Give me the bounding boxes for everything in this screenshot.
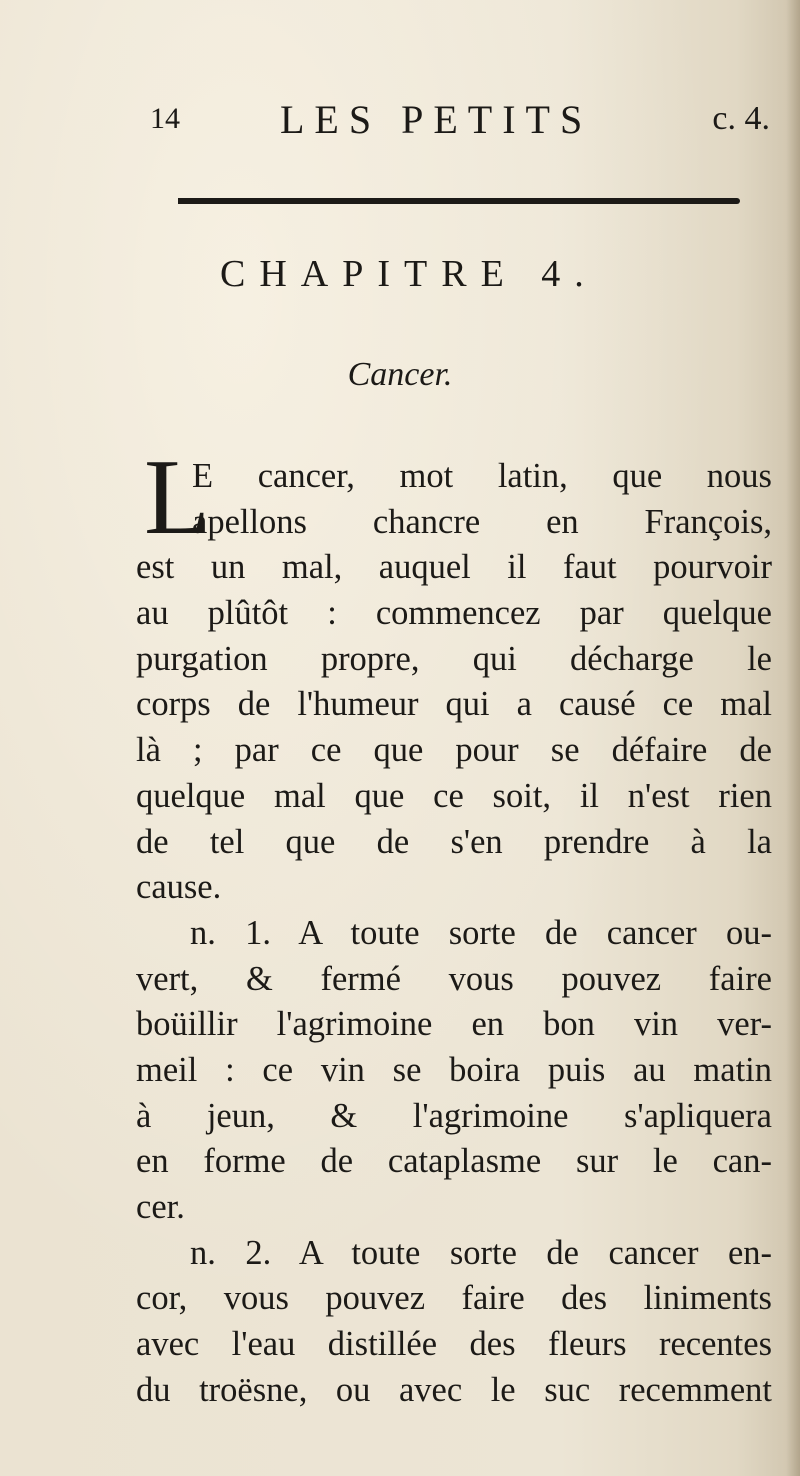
text-line: vert, & fermé vous pouvez faire: [136, 959, 772, 998]
page-number: 14: [150, 102, 180, 135]
text-line: n. 2. A toute sorte de cancer en-: [190, 1233, 772, 1272]
running-head: [150, 96, 770, 146]
text-line: cor, vous pouvez faire des liniments: [136, 1279, 772, 1318]
page-edge-shadow: [786, 0, 800, 1476]
text-line: corps de l'humeur qui a causé ce mal: [136, 685, 772, 724]
text-line: n. 1. A toute sorte de cancer ou-: [190, 913, 772, 952]
text-line: de tel que de s'en prendre à la: [136, 822, 772, 861]
text-line: du troësne, ou avec le suc recemment: [136, 1370, 772, 1409]
text-line: là ; par ce que pour se défaire de: [136, 731, 772, 770]
text-line: au plûtôt : commencez par quelque: [136, 594, 772, 633]
text-line: apellons chancre en François,: [192, 502, 772, 541]
text-line: purgation propre, qui décharge le: [136, 639, 772, 678]
body-text: [136, 438, 772, 1413]
drop-cap: L: [144, 438, 210, 557]
text-line: en forme de cataplasme sur le can-: [136, 1142, 772, 1181]
text-line: à jeun, & l'agrimoine s'apliquera: [136, 1096, 772, 1135]
text-line: E cancer, mot latin, que nous: [192, 457, 772, 495]
chapter-heading: CHAPITRE 4.: [220, 253, 598, 295]
text-line: quelque mal que ce soit, il n'est rien: [136, 776, 772, 815]
text-line: avec l'eau distillée des fleurs recentes: [136, 1325, 772, 1364]
text-line: est un mal, auquel il faut pourvoir: [136, 548, 772, 587]
text-line: meil : ce vin se boira puis au matin: [136, 1050, 772, 1089]
chapter-reference: c. 4.: [712, 100, 770, 137]
text-line: cer.: [136, 1188, 185, 1226]
header-rule: [178, 198, 740, 204]
chapter-subtitle: Cancer.: [347, 356, 453, 393]
running-title: LES PETITS: [280, 97, 593, 142]
text-line: cause.: [136, 868, 222, 907]
text-line: boüillir l'agrimoine en bon vin ver-: [136, 1005, 772, 1044]
